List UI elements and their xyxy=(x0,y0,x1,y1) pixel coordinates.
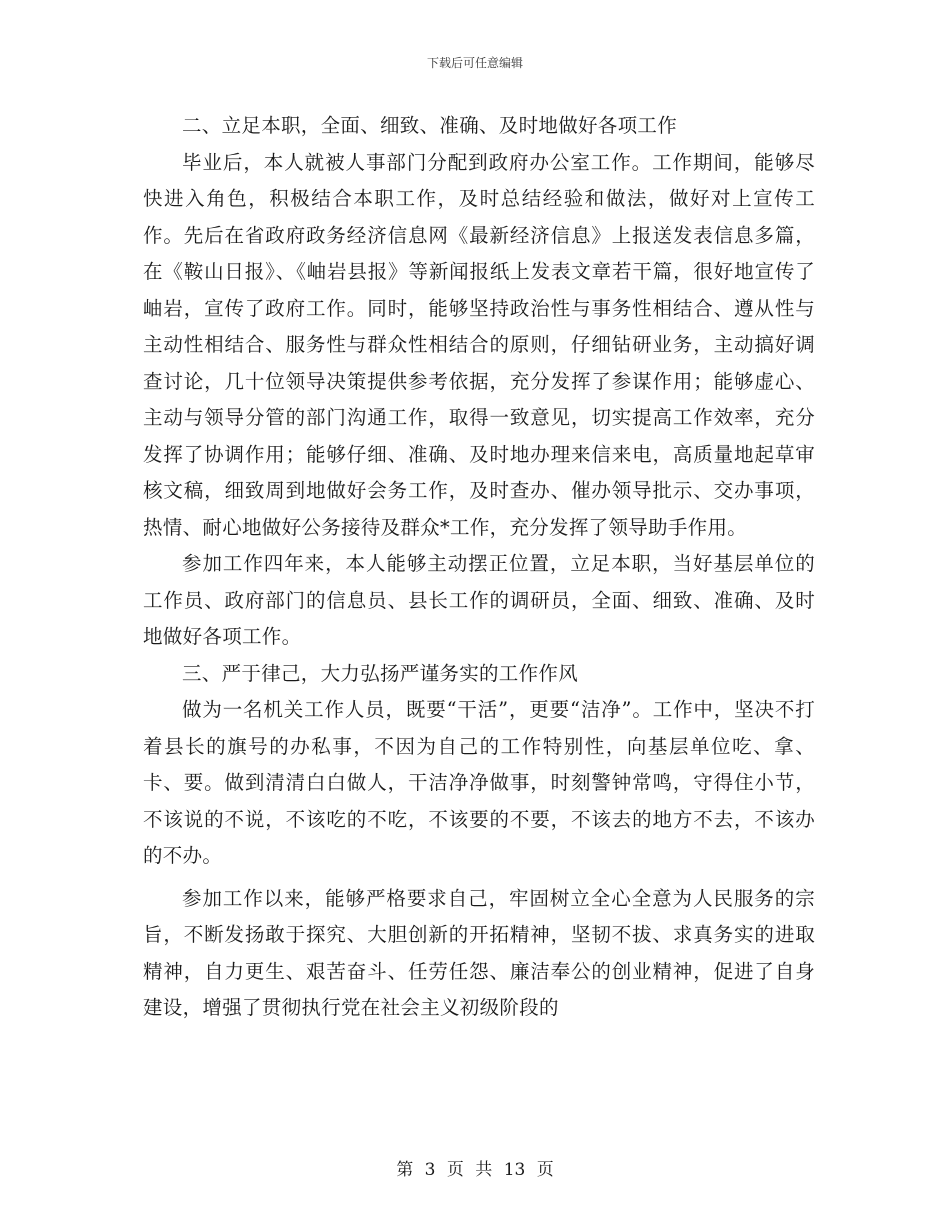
body-paragraph: 做为一名机关工作人员，既要“干活”，更要“洁净”。工作中，坚决不打着县长的旗号的办私事，不因为自己的工作特别性，向基层单位吃、拿、卡、要。做到清清白白做人，干洁净净做事，时刻警钟常鸣，守得住小节，不该说的不说，不该吃的不吃，不该要的不要，不该去的地方不去，不该办的不办。 xyxy=(143,698,815,867)
body-paragraph: 参加工作四年来，本人能够主动摆正位置，立足本职，当好基层单位的工作员、政府部门的信息员、县长工作的调研员，全面、细致、准确、及时地做好各项工作。 xyxy=(143,552,815,648)
body-paragraph: 毕业后，本人就被人事部门分配到政府办公室工作。工作期间，能够尽快进入角色，积极结合本职工作，及时总结经验和做法，做好对上宣传工作。先后在省政府政务经济信息网《最新经济信息》上报送发表信息多篇，在《鞍山日报》、《岫岩县报》等新闻报纸上发表文章若干篇，很好地宣传了岫岩，宣传了政府工作。同时，能够坚持政治性与事务性相结合、遵从性与主动性相结合、服务性与群众性相结合的原则，仔细钻研业务，主动搞好调查讨论，几十位领导决策提供参考依据，充分发挥了参谋作用；能够虚心、主动与领导分管的部门沟通工作，取得一致意见，切实提高工作效率，充分发挥了协调作用；能够仔细、准确、及时地办理来信来电，高质量地起草审核文稿，细致周到地做好会务工作，及时查办、催办领导批示、交办事项，热情、耐心地做好公务接待及群众*工作，充分发挥了领导助手作用。 xyxy=(143,150,815,539)
section-heading-3: 三、严于律己，大力弘扬严谨务实的工作作风 xyxy=(182,661,579,685)
body-paragraph: 参加工作以来，能够严格要求自己，牢固树立全心全意为人民服务的宗旨，不断发扬敢于探究、大胆创新的开拓精神，坚韧不拔、求真务实的进取精神，自力更生、艰苦奋斗、任劳任怨、廉洁奉公的创业精神，促进了自身建设，增强了贯彻执行党在社会主义初级阶段的 xyxy=(143,886,815,1019)
page-header: 下载后可任意编辑 xyxy=(426,56,523,70)
document-body xyxy=(143,108,815,1027)
page-number: 第 3 页 共 13 页 xyxy=(396,1160,554,1180)
section-heading-2: 二、立足本职，全面、细致、准确、及时地做好各项工作 xyxy=(182,114,678,137)
